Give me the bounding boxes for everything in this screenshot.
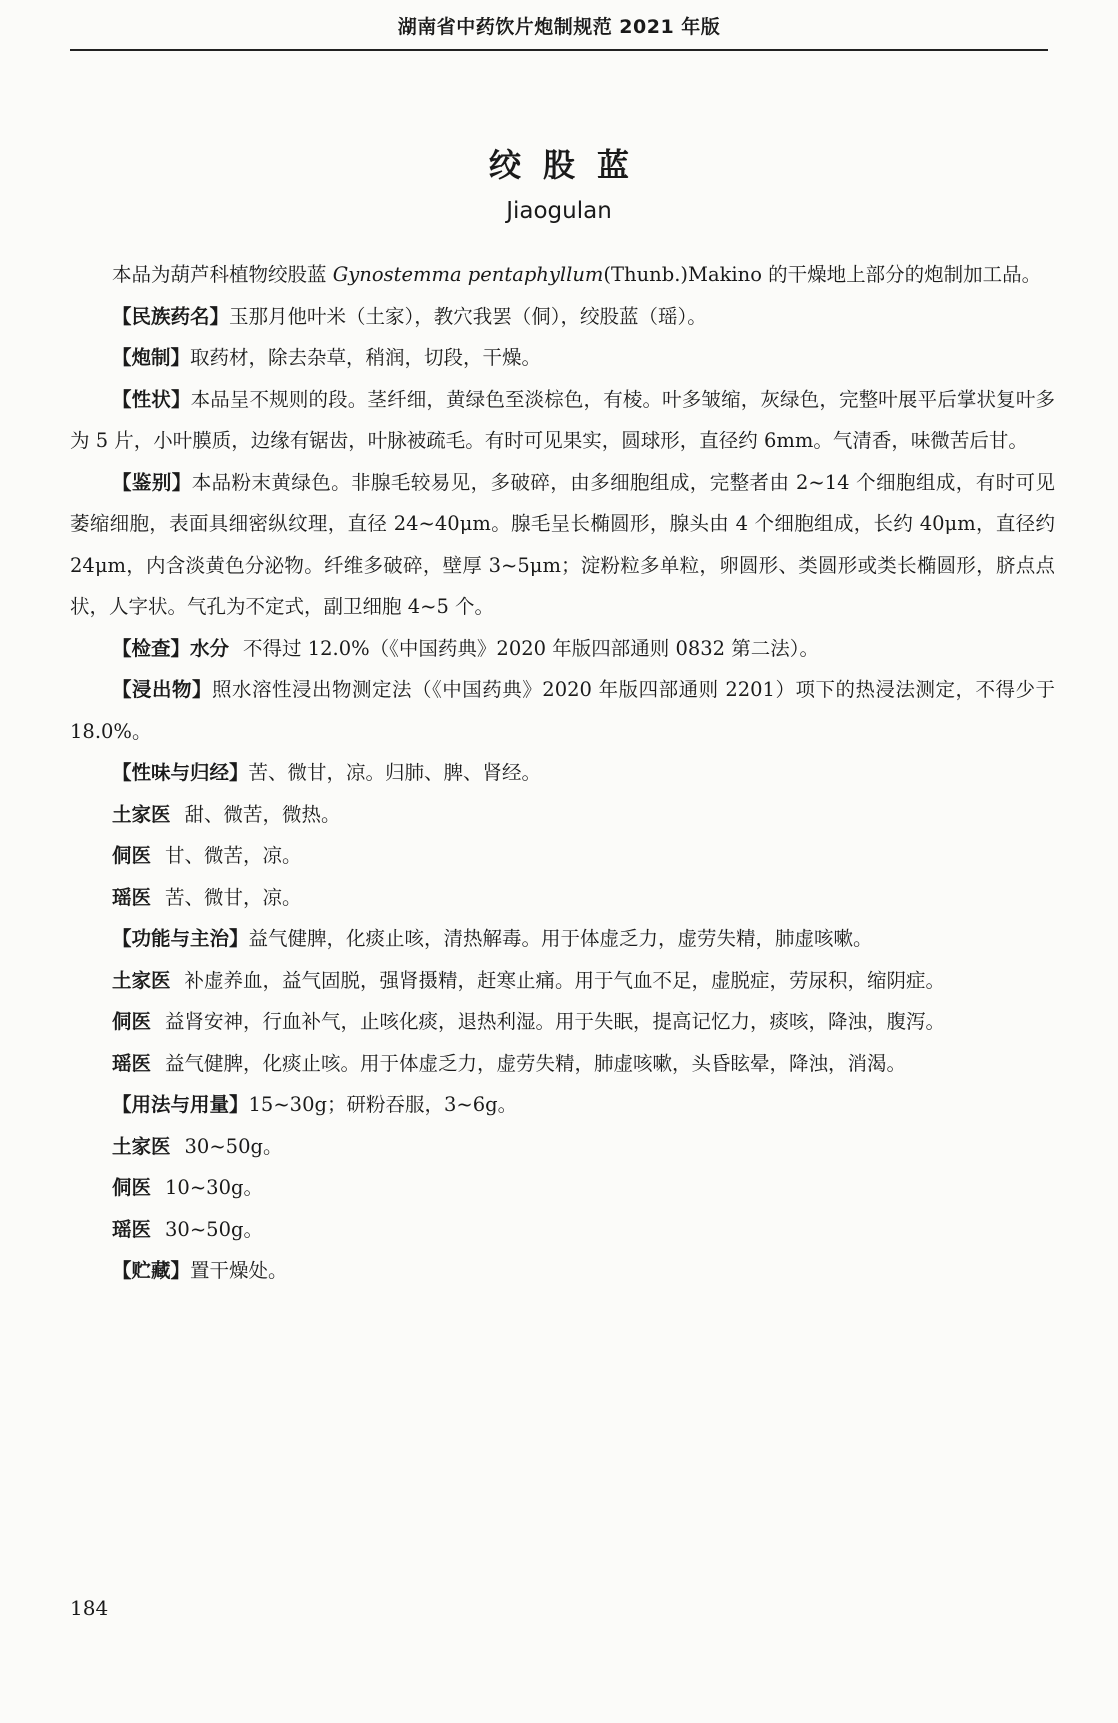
page-subtitle: Jiaogulan	[506, 198, 612, 224]
section-heading: 【浸出物】	[112, 678, 213, 701]
section-heading: 【鉴别】	[112, 470, 192, 494]
yongfa-tujia: 土家医 30~50g。	[112, 1134, 283, 1158]
section-yongfa: 【用法与用量】15~30g；研粉吞服，3~6g。	[112, 1093, 518, 1116]
yongfa-dong: 侗医 10~30g。	[112, 1176, 263, 1199]
running-header: 湖南省中药饮片炮制规范 2021 年版	[70, 12, 1048, 51]
gongneng-yao: 瑶医 益气健脾，化痰止咳。用于体虚乏力，虚劳失精，肺虚咳嗽，头昏眩晕，降浊，消渴。	[112, 1051, 907, 1075]
monograph-body	[70, 254, 1055, 1292]
section-heading: 【性味与归经】	[112, 761, 249, 784]
xingwei-yao: 瑶医 苦、微甘，凉。	[112, 885, 302, 909]
intro-paragraph: 本品为葫芦科植物绞股蓝 Gynostemma pentaphyllum(Thunb.)Makino 的干燥地上部分的炮制加工品。	[112, 263, 1042, 286]
section-heading: 【民族药名】	[112, 304, 230, 328]
section-jianbie: 【鉴别】本品粉末黄绿色。非腺毛较易见，多破碎，由多细胞组成，完整者由 2~14 个细胞组成，有时可见萎缩细胞，表面具细密纵纹理，直径 24~40μm。腺毛呈长椭圆形，腺头由 4 个细胞组成，长约 40μm，直径约 24μm，内含淡黄色分泌物。纤维多破碎，壁厚 3~5μm；淀粉粒多单粒，卵圆形、类圆形或类长椭圆形，脐点点状，人字状。气孔为不定式，副卫细胞 4~5 个。	[70, 470, 1055, 618]
section-zhucang: 【贮藏】置干燥处。	[112, 1259, 288, 1282]
xingwei-dong: 侗医 甘、微苦，凉。	[112, 844, 302, 867]
subheading-shuifen: 水分	[190, 636, 230, 660]
section-minzu: 【民族药名】玉那月他叶米（土家），教穴我罢（侗），绞股蓝（瑶）。	[112, 304, 707, 328]
gongneng-dong: 侗医 益肾安神，行血补气，止咳化痰，退热利湿。用于失眠，提高记忆力，痰咳，降浊，腹泻。	[112, 1010, 946, 1033]
page-title: 绞股蓝	[488, 146, 651, 184]
section-heading: 【炮制】	[112, 346, 191, 369]
section-xingwei: 【性味与归经】苦、微甘，凉。归肺、脾、肾经。	[112, 761, 542, 784]
xingwei-tujia: 土家医 甜、微苦，微热。	[112, 802, 341, 826]
section-heading: 【贮藏】	[112, 1259, 191, 1282]
section-gongneng: 【功能与主治】益气健脾，化痰止咳，清热解毒。用于体虚乏力，虚劳失精，肺虚咳嗽。	[112, 927, 873, 950]
latin-name: Gynostemma pentaphyllum	[332, 263, 604, 286]
section-xingzhuang: 【性状】本品呈不规则的段。茎纤细，黄绿色至淡棕色，有棱。叶多皱缩，灰绿色，完整叶展平后掌状复叶多为 5 片，小叶膜质，边缘有锯齿，叶脉被疏毛。有时可见果实，圆球形，直径约 6mm。气清香，味微苦后甘。	[70, 387, 1055, 452]
section-jinchuwu: 【浸出物】照水溶性浸出物测定法（《中国药典》2020 年版四部通则 2201）项下的热浸法测定，不得少于 18.0%。	[70, 678, 1055, 743]
section-heading: 【功能与主治】	[112, 927, 249, 950]
section-heading: 【性状】	[112, 387, 191, 411]
gongneng-tujia: 土家医 补虚养血，益气固脱，强肾摄精，赶寒止痛。用于气血不足，虚脱症，劳尿积，缩阴症。	[112, 968, 946, 992]
page-number: 184	[70, 1596, 109, 1620]
section-paozhi: 【炮制】取药材，除去杂草，稍润，切段，干燥。	[112, 346, 542, 369]
section-jiancha: 【检查】水分 不得过 12.0%（《中国药典》2020 年版四部通则 0832 第二法）。	[112, 636, 820, 660]
section-heading: 【检查】	[112, 636, 191, 660]
yongfa-yao: 瑶医 30~50g。	[112, 1217, 263, 1241]
section-heading: 【用法与用量】	[112, 1093, 249, 1116]
